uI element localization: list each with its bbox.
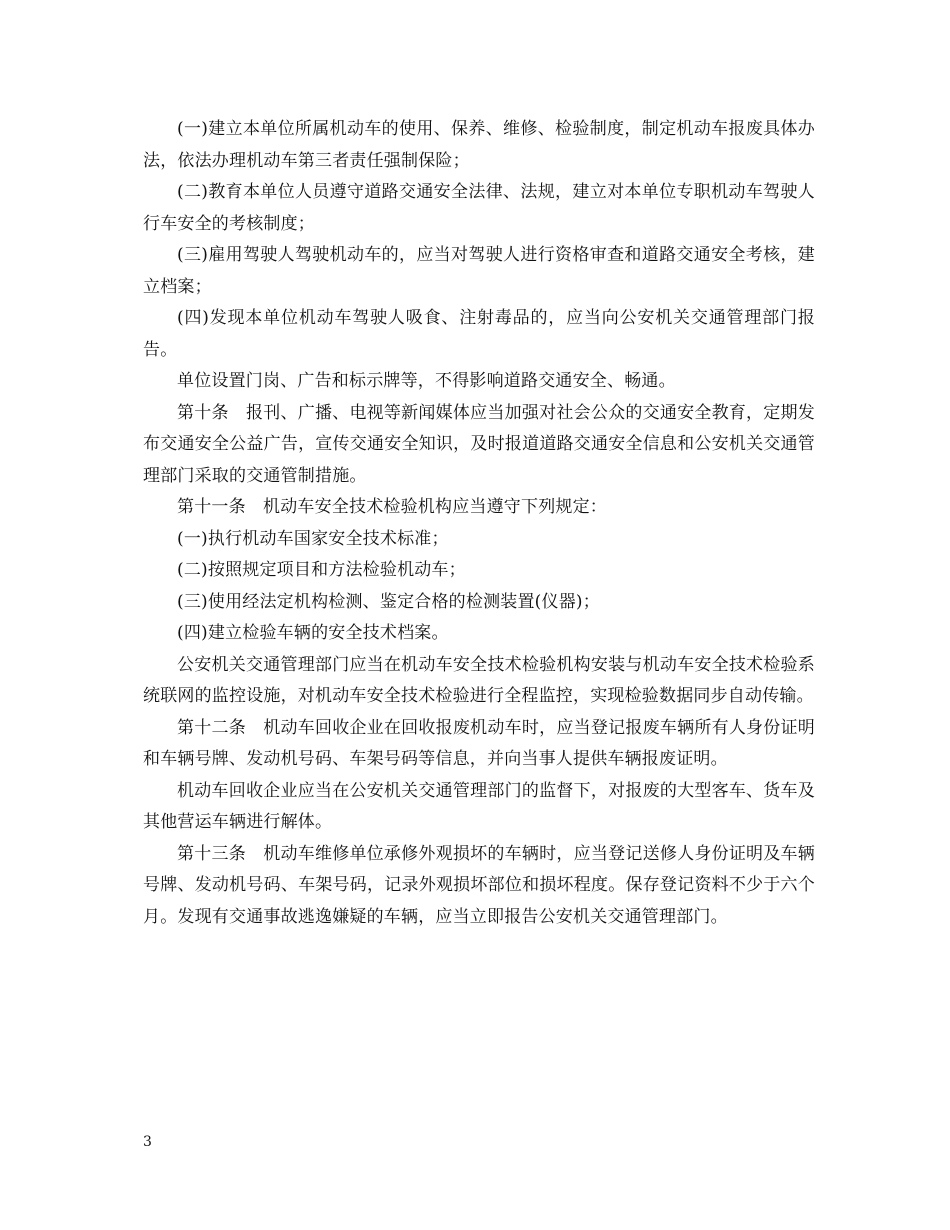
paragraph: (一)执行机动车国家安全技术标准； (177, 528, 449, 549)
paragraph: 第十三条 机动车维修单位承修外观损坏的车辆时，应当登记送修人身份证明及车辆号牌、发动机号码、车架号码，记录外观损坏部位和损坏程度。保存登记资料不少于六个月。发现有交通事故逃逸嫌疑的车辆，应当立即报告公安机关交通管理部门。 (143, 843, 815, 927)
paragraph: (一)建立本单位所属机动车的使用、保养、维修、检验制度，制定机动车报废具体办法，依法办理机动车第三者责任强制保险； (143, 119, 815, 171)
paragraph: 第十一条 机动车安全技术检验机构应当遵守下列规定： (177, 497, 607, 517)
paragraph: 第十二条 机动车回收企业在回收报废机动车时，应当登记报废车辆所有人身份证明和车辆号牌、发动机号码、车架号码等信息，并向当事人提供车辆报废证明。 (143, 717, 815, 769)
page-number: 3 (143, 1134, 152, 1150)
paragraph: (二)教育本单位人员遵守道路交通安全法律、法规，建立对本单位专职机动车驾驶人行车安全的考核制度； (143, 182, 815, 234)
paragraph: 单位设置门岗、广告和标示牌等，不得影响道路交通安全、畅通。 (177, 371, 676, 391)
paragraph: 第十条 报刊、广播、电视等新闻媒体应当加强对社会公众的交通安全教育，定期发布交通安全公益广告，宣传交通安全知识，及时报道道路交通安全信息和公安机关交通管理部门采取的交通管制措施。 (143, 402, 815, 486)
paragraph: (三)使用经法定机构检测、鉴定合格的检测装置(仪器)； (177, 591, 600, 612)
paragraph: 机动车回收企业应当在公安机关交通管理部门的监督下，对报废的大型客车、货车及其他营运车辆进行解体。 (143, 780, 815, 832)
paragraph: (四)建立检验车辆的安全技术档案。 (177, 623, 449, 643)
paragraph: (四)发现本单位机动车驾驶人吸食、注射毒品的，应当向公安机关交通管理部门报告。 (143, 308, 815, 360)
paragraph: (三)雇用驾驶人驾驶机动车的，应当对驾驶人进行资格审查和道路交通安全考核，建立档案； (143, 245, 815, 297)
document-body (143, 114, 815, 933)
paragraph: 公安机关交通管理部门应当在机动车安全技术检验机构安装与机动车安全技术检验系统联网的监控设施，对机动车安全技术检验进行全程监控，实现检验数据同步自动传输。 (143, 654, 815, 706)
paragraph: (二)按照规定项目和方法检验机动车； (177, 560, 466, 580)
